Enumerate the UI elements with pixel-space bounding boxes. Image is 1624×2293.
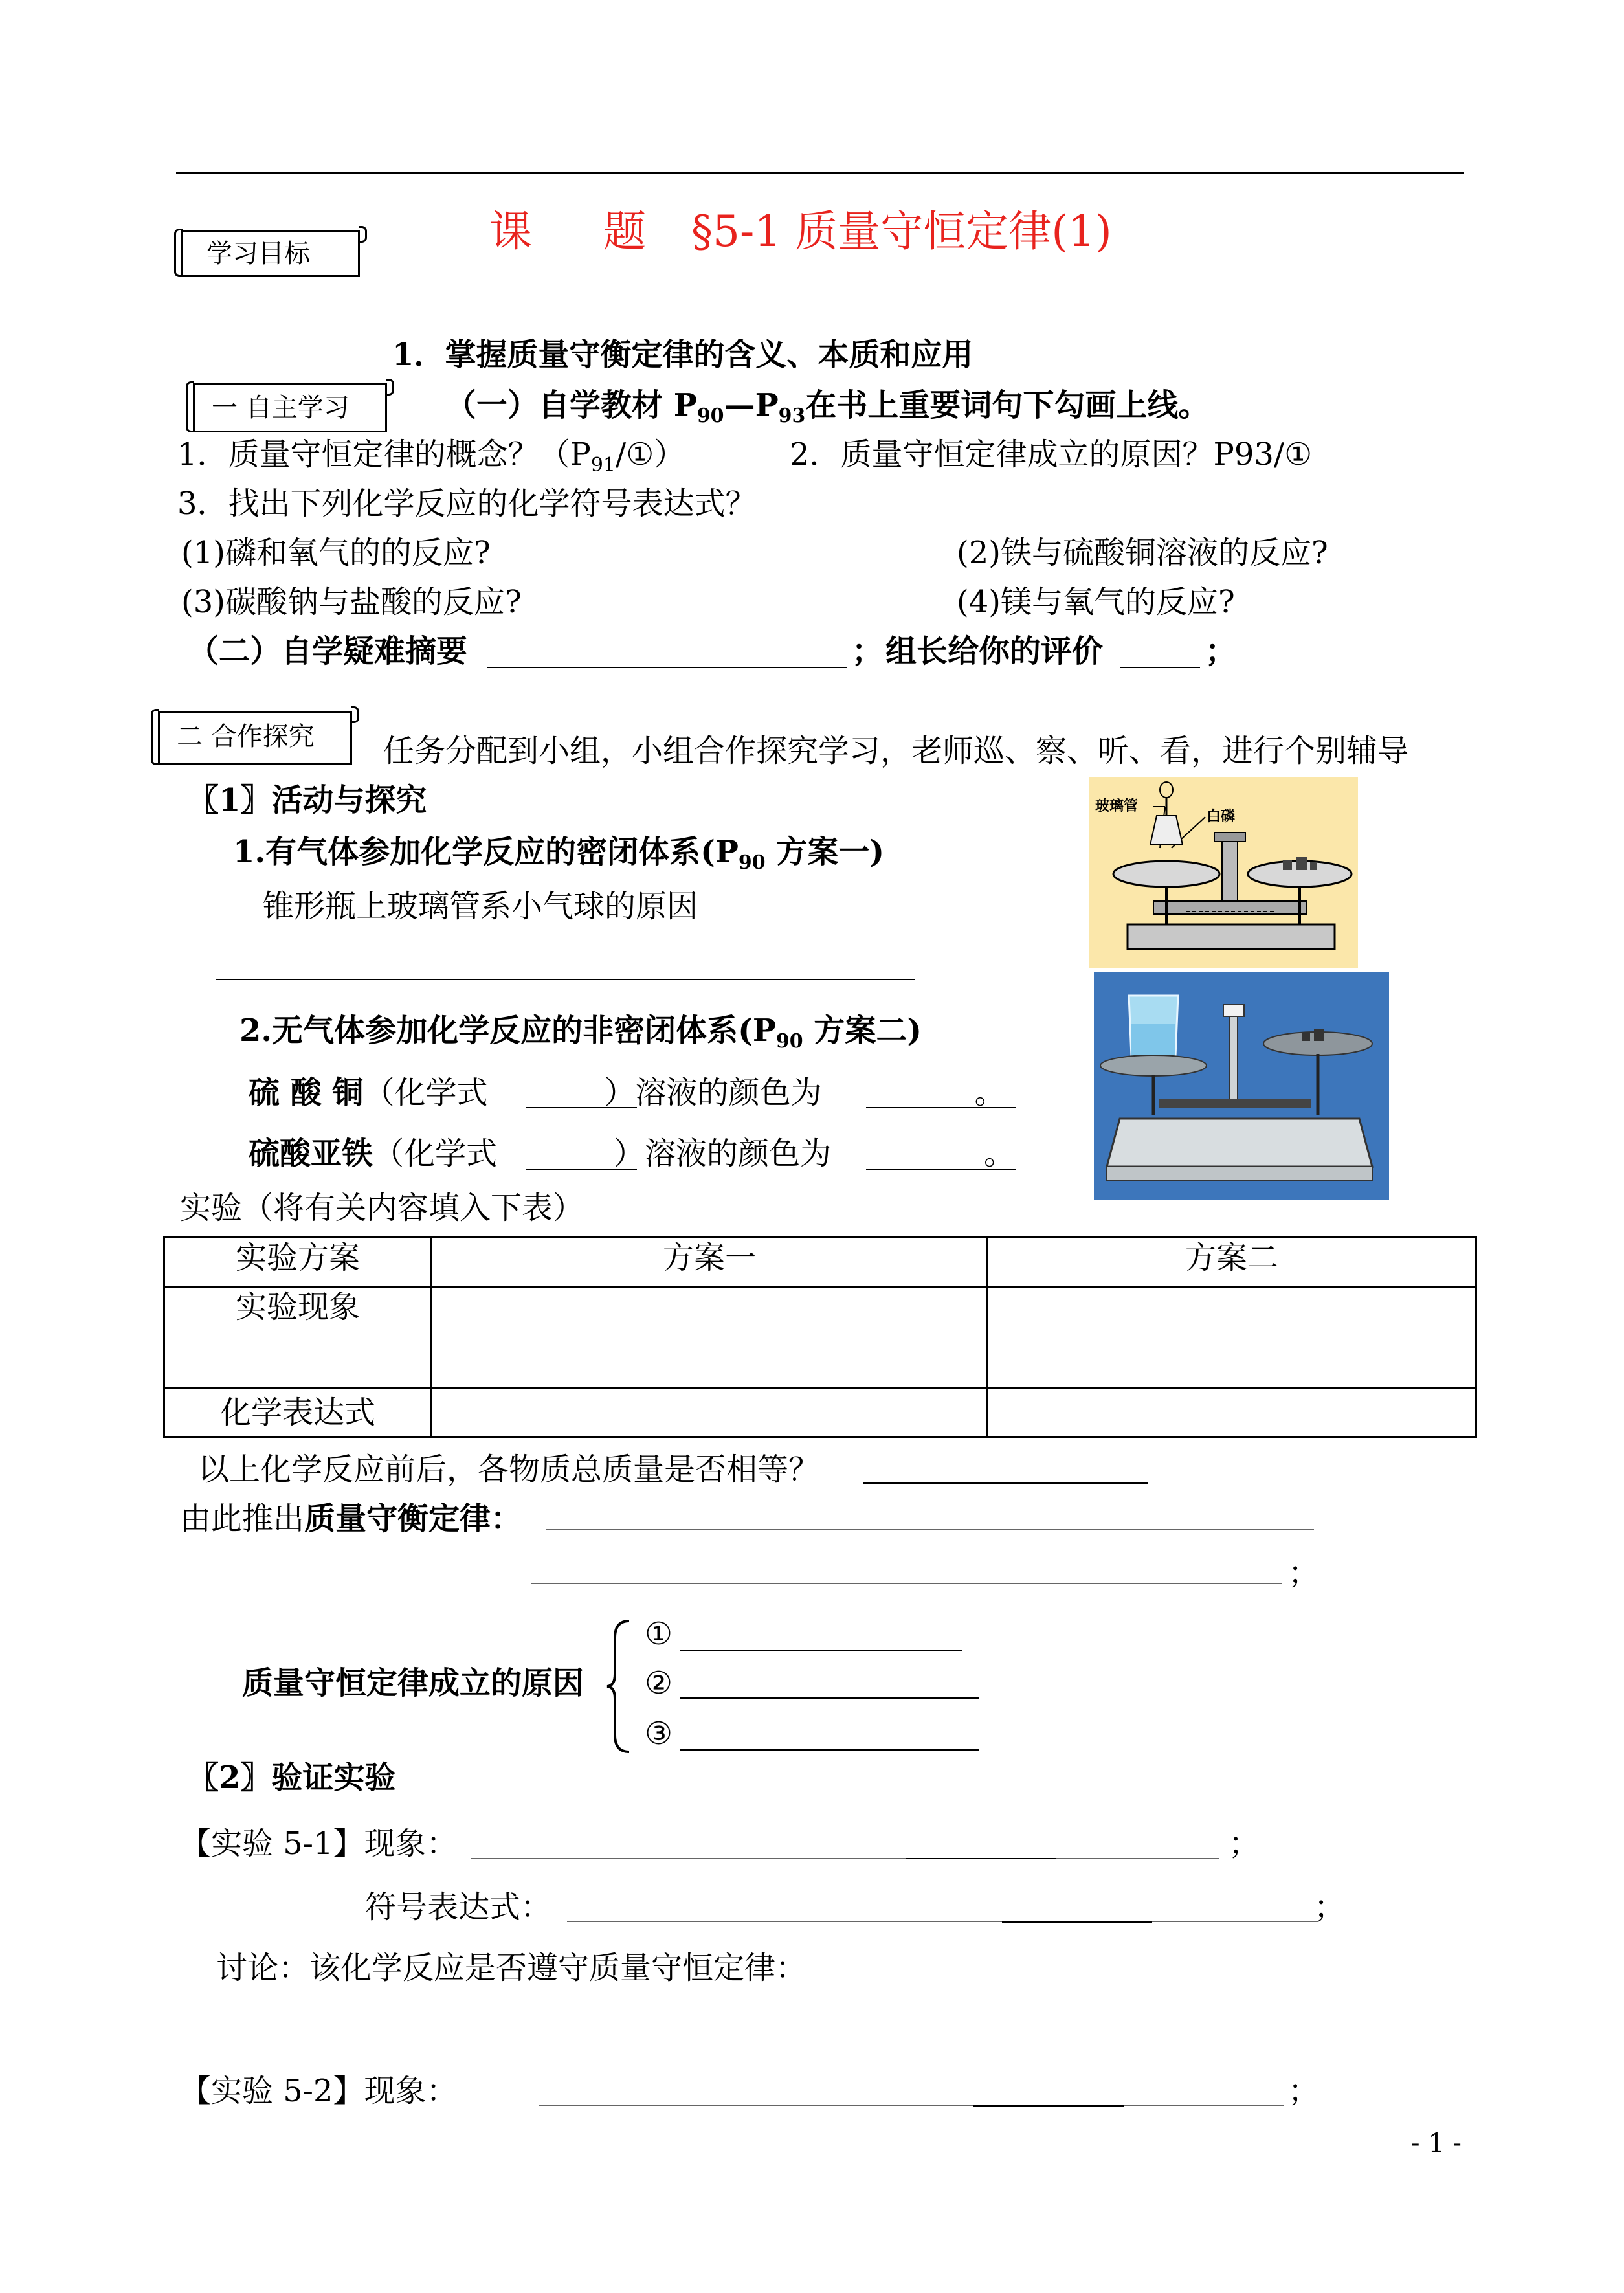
leader-eval-label: 组长给你的评价 [885, 633, 1104, 669]
table-header-plan-2: 方案二 [988, 1238, 1476, 1287]
table-cell-phenomenon-1[interactable] [432, 1287, 988, 1388]
table-row-phenomenon: 实验现象 [164, 1287, 432, 1388]
figure-open-system [1094, 972, 1389, 1200]
reaction-3: (3)碳酸钠与盐酸的反应? [181, 584, 522, 620]
reason-2-marker: ② [645, 1665, 673, 1701]
label-cooperate: 二 合作探究 [158, 711, 352, 765]
feso4-name: 硫酸亚铁 [249, 1135, 373, 1172]
item-2-heading: 2.无气体参加化学反应的非密闭体系($P_{90}$ 方案二) [239, 1012, 922, 1053]
reaction-4: (4)镁与氧气的反应? [957, 584, 1235, 620]
figure-sealed-system [1089, 777, 1358, 968]
experiment-5-2-field[interactable] [539, 2105, 1284, 2106]
table-header-plan-1: 方案一 [432, 1238, 988, 1287]
mass-equal-field[interactable] [863, 1482, 1148, 1484]
experiment-5-1-semicolon: ； [1229, 1826, 1260, 1862]
cuso4-color-field[interactable] [866, 1107, 1016, 1108]
section-1-heading: 〖1〗活动与探究 [188, 782, 427, 818]
feso4-row: 硫酸亚铁（化学式 ）溶液的颜色为 。 [249, 1135, 1016, 1172]
experiment-5-1-field[interactable] [471, 1858, 1219, 1859]
symbol-expression-field[interactable] [567, 1921, 1318, 1922]
cooperate-intro: 任务分配到小组，小组合作探究学习，老师巡、察、听、看，进行个别辅导 [383, 733, 1409, 769]
reaction-2: (2)铁与硫酸铜溶液的反应? [957, 535, 1328, 571]
title-ke: 课 [489, 207, 532, 256]
page-title [489, 206, 1112, 258]
leader-eval-field[interactable] [1120, 667, 1200, 668]
discussion-question: 讨论：该化学反应是否遵守质量守恒定律： [216, 1950, 807, 1986]
reaction-1: (1)磷和氧气的的反应? [181, 535, 491, 571]
study-goal-text: 1．掌握质量守衡定律的含义、本质和应用 [392, 337, 973, 373]
cuso4-row: 硫 酸 铜（化学式 ）溶液的颜色为 。 [249, 1075, 1006, 1111]
reason-3-field[interactable] [680, 1749, 979, 1751]
table-header-plan: 实验方案 [164, 1238, 432, 1287]
experiment-table [163, 1236, 1477, 1438]
symbol-expression-label: 符号表达式： [365, 1889, 552, 1925]
reason-2-field[interactable] [680, 1697, 979, 1699]
difficult-summary-field[interactable] [487, 667, 847, 668]
header-rule [176, 172, 1464, 174]
table-cell-phenomenon-2[interactable] [988, 1287, 1476, 1388]
symbol-expression-semicolon: ； [1314, 1889, 1346, 1925]
experiment-5-2-field-accent [973, 2105, 1124, 2107]
feso4-color-field[interactable] [866, 1169, 1016, 1170]
semicolon-2: ； [1205, 633, 1237, 669]
question-2: 2．质量守恒定律成立的原因？P93/① [790, 436, 1313, 473]
reason-3-marker: ③ [645, 1716, 673, 1752]
law-field-2[interactable] [531, 1583, 1282, 1584]
item-1-heading: 1.有气体参加化学反应的密闭体系($P_{90}$ 方案一) [233, 834, 885, 874]
table-cell-expression-2[interactable] [988, 1388, 1476, 1437]
difficult-summary-label: （二）自学疑难摘要 [188, 633, 468, 669]
question-3: 3．找出下列化学反应的化学符号表达式？ [177, 486, 757, 522]
item-1-answer-field[interactable] [216, 979, 915, 980]
semicolon-1: ； [852, 633, 884, 669]
item-1-question: 锥形瓶上玻璃管系小气球的原因 [263, 888, 698, 924]
label-study-goal: 学习目标 [181, 230, 360, 277]
self-study-task: （一）自学教材 $P_{90}—P_{93}$在书上重要词句下勾画上线。 [445, 387, 1210, 427]
experiment-5-2-label: 【实验 5-2】现象： [180, 2073, 458, 2109]
symbol-expression-field-accent [1002, 1921, 1152, 1923]
title-ti: 题 [603, 207, 646, 256]
reason-brace [606, 1618, 632, 1754]
section-2-heading: 〖2〗验证实验 [188, 1760, 396, 1796]
table-cell-expression-1[interactable] [432, 1388, 988, 1437]
reason-1-marker: ① [645, 1616, 673, 1652]
law-field-1[interactable] [546, 1529, 1314, 1530]
mass-equal-question: 以上化学反应前后，各物质总质量是否相等？ [198, 1451, 820, 1488]
table-caption: 实验（将有关内容填入下表） [180, 1190, 584, 1226]
reason-1-field[interactable] [680, 1650, 962, 1651]
experiment-5-1-field-accent [906, 1858, 1056, 1859]
question-1: 1．质量守恒定律的概念？$(P_{91}/①)$ [177, 436, 685, 476]
glass-tube-label: 玻璃管 [1095, 798, 1139, 814]
cuso4-formula-field[interactable] [526, 1107, 637, 1108]
phosphorus-label: 白磷 [1207, 809, 1236, 825]
table-row-expression: 化学表达式 [164, 1388, 432, 1437]
reason-title: 质量守恒定律成立的原因 [242, 1665, 584, 1701]
experiment-5-2-semicolon: ； [1288, 2073, 1320, 2109]
label-self-study: 一 自主学习 [193, 383, 387, 432]
cuso4-name: 硫 酸 铜 [249, 1075, 364, 1111]
experiment-5-1-label: 【实验 5-1】现象： [180, 1826, 458, 1862]
feso4-formula-field[interactable] [526, 1169, 637, 1170]
page-number: - 1 - [1411, 2129, 1462, 2158]
derive-law: 由此推出质量守衡定律： [180, 1501, 522, 1537]
title-main: §5-1 质量守恒定律(1) [691, 207, 1112, 256]
law-semicolon: ； [1288, 1555, 1320, 1591]
